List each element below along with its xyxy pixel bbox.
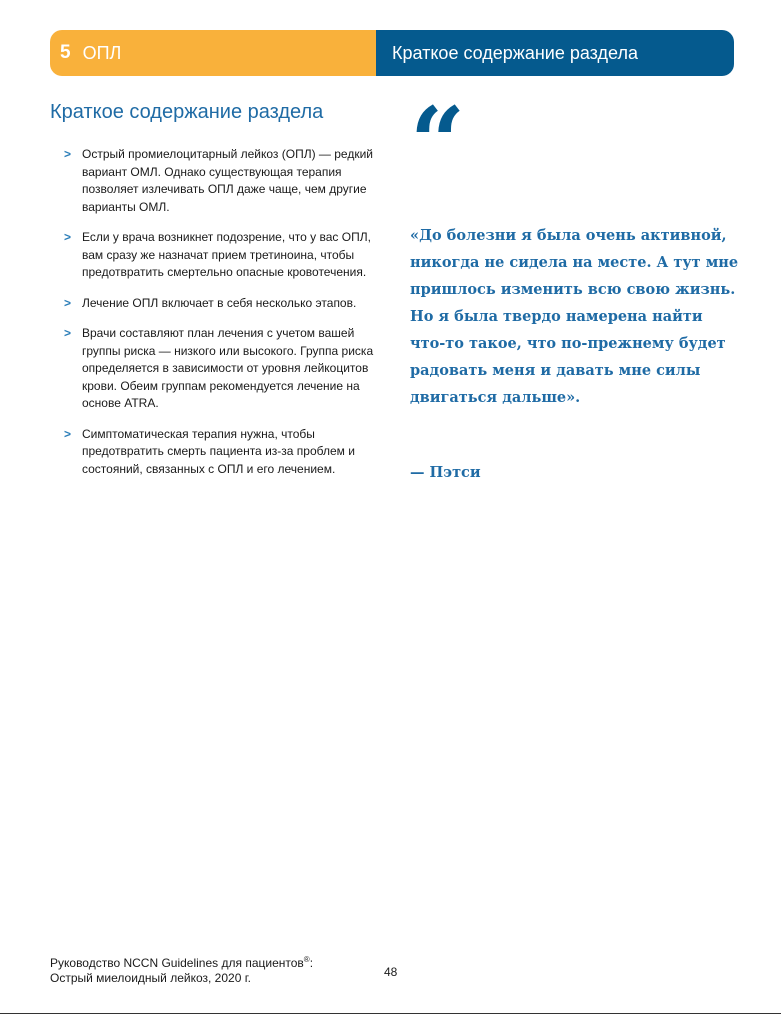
list-item [64, 146, 382, 216]
chevron-right-icon: > [64, 426, 72, 441]
footer-colon: : [309, 956, 314, 970]
registered-mark: ® [303, 955, 310, 964]
list-item-text: Симптоматическая терапия нужна, чтобы предотвратить смерть пациента из-за проблем и состояний, связанных с ОПЛ и его лечением. [82, 426, 355, 476]
list-item-text: Врачи составляют план лечения с учетом вашей группы риска — низкого или высокого. Группа риска определяется в зависимости от уровня лейкоцитов крови. Обеим группам рекомендуется лечение на основе ATRA. [82, 326, 374, 410]
chapter-header [50, 30, 734, 76]
footer-line-2: Острый миелоидный лейкоз, 2020 г. [50, 971, 251, 985]
list-item [64, 426, 382, 479]
list-item-text: Острый промиелоцитарный лейкоз (ОПЛ) — редкий вариант ОМЛ. Однако существующая терапия позволяет излечивать ОПЛ даже чаще, чем другие варианты ОМЛ. [82, 147, 373, 214]
chevron-right-icon: > [64, 326, 72, 340]
footer-line-1 [50, 952, 313, 971]
list-item-text: Лечение ОПЛ включает в себя несколько этапов. [82, 295, 357, 310]
patient-quote: «До болезни я была очень активной, никогда не сидела на месте. А тут мне пришлось изменить всю свою жизнь. Но я была твердо намерена найти что-то такое, что по-прежнему будет радовать меня и давать мне силы двигаться дальше». [410, 227, 739, 406]
chapter-number: 5 [60, 42, 71, 63]
list-item [64, 325, 382, 413]
quote-author: — Пэтси [410, 464, 481, 481]
chevron-right-icon: > [64, 147, 72, 161]
footer-guide-name: Руководство NCCN Guidelines для пациентов [50, 956, 304, 970]
list-item [64, 295, 382, 313]
page-number: 48 [384, 965, 398, 979]
chevron-right-icon: > [64, 230, 72, 244]
chevron-right-icon: > [64, 295, 72, 310]
section-title: Краткое содержание раздела [50, 101, 324, 123]
summary-list [64, 146, 382, 491]
chapter-tab [50, 30, 376, 76]
chapter-label: ОПЛ [82, 42, 122, 63]
quotation-mark-icon: “ [410, 86, 466, 199]
list-item-text: Если у врача возникнет подозрение, что у вас ОПЛ, вам сразу же назначат прием третиноина, чтобы предотвратить смертельно опасные кровотечения. [82, 230, 371, 279]
list-item [64, 229, 382, 282]
footer-citation [50, 952, 313, 986]
section-tab: Краткое содержание раздела [376, 30, 734, 76]
page-bottom-divider [0, 1013, 781, 1014]
